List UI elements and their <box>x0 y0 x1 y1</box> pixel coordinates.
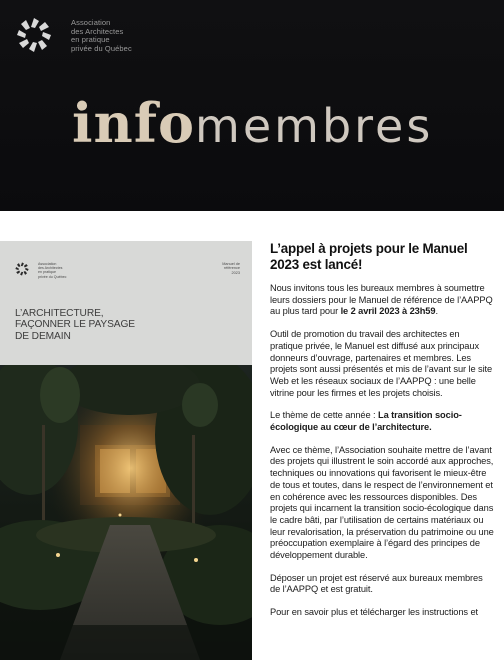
article <box>270 241 494 630</box>
cover-title-panel <box>0 241 252 365</box>
organization-name: Association des Architectes en pratique privée du Québec <box>71 18 132 53</box>
cover-edition: Manuel de référence 2023 <box>222 262 240 275</box>
night-garden-photo <box>0 365 252 660</box>
cover-organization-name: Association des Architectes en pratique privée du Québec <box>38 262 67 279</box>
deadline-date: le 2 avril 2023 à 23h59 <box>340 306 436 317</box>
newsletter-masthead <box>72 88 433 161</box>
newsletter-header <box>0 0 504 211</box>
article-paragraph-theme-details: Avec ce thème, l’Association souhaite mettre de l’avant des projets qui illustrent le soin accordé aux approches, techniques ou innovations qui favorisent le mieux-être de tous et toutes, dans le respect de l’environnement et en cohérence avec les ressources disponibles. Des projets qui incarnent la transition socio-écologique dans le cadre bâti, par l’utilisation de certains matériaux ou leur revalorisation, la préservation du patrimoine ou une préoccupation exemplaire à l’égard des principes de développement durable. <box>270 444 494 561</box>
theme-name: La transition socio-écologique au cœur de l’architecture. <box>270 410 462 433</box>
article-paragraph-eligibility: Déposer un projet est réservé aux bureaux membres de l’AAPPQ et est gratuit. <box>270 572 483 595</box>
masthead-light: membres <box>195 99 434 153</box>
article-paragraph-more-info: Pour en savoir plus et télécharger les instructions et <box>270 607 479 618</box>
masthead-bold: info <box>72 91 196 155</box>
article-title: L’appel à projets pour le Manuel 2023 est lancé! <box>270 241 468 272</box>
article-paragraph-deadline: Nous invitons tous les bureaux membres à soumettre leurs dossiers pour le Manuel de référence de l’AAPPQ au plus tard pour le 2 avril 2023 à 23h59. <box>270 283 493 317</box>
article-paragraph-theme: Le thème de cette année : La transition socio-écologique au cœur de l’architecture. <box>270 410 462 433</box>
manual-cover-image[interactable] <box>0 241 252 660</box>
article-paragraph-promotion: Outil de promotion du travail des architectes en pratique privée, le Manuel est diffusé aux principaux donneurs d’ouvrage, partenaires et membres. Les projets sont aussi présentés et mis de l’avant sur le site Web et les réseaux sociaux de l’AAPPQ : une belle vitrine pour les firmes et les projets choisis. <box>270 329 493 398</box>
cover-tagline: L’ARCHITECTURE, FAÇONNER LE PAYSAGE DE DEMAIN <box>15 308 136 342</box>
cover-logo-icon <box>15 262 29 276</box>
aappq-logo-icon <box>16 17 52 53</box>
